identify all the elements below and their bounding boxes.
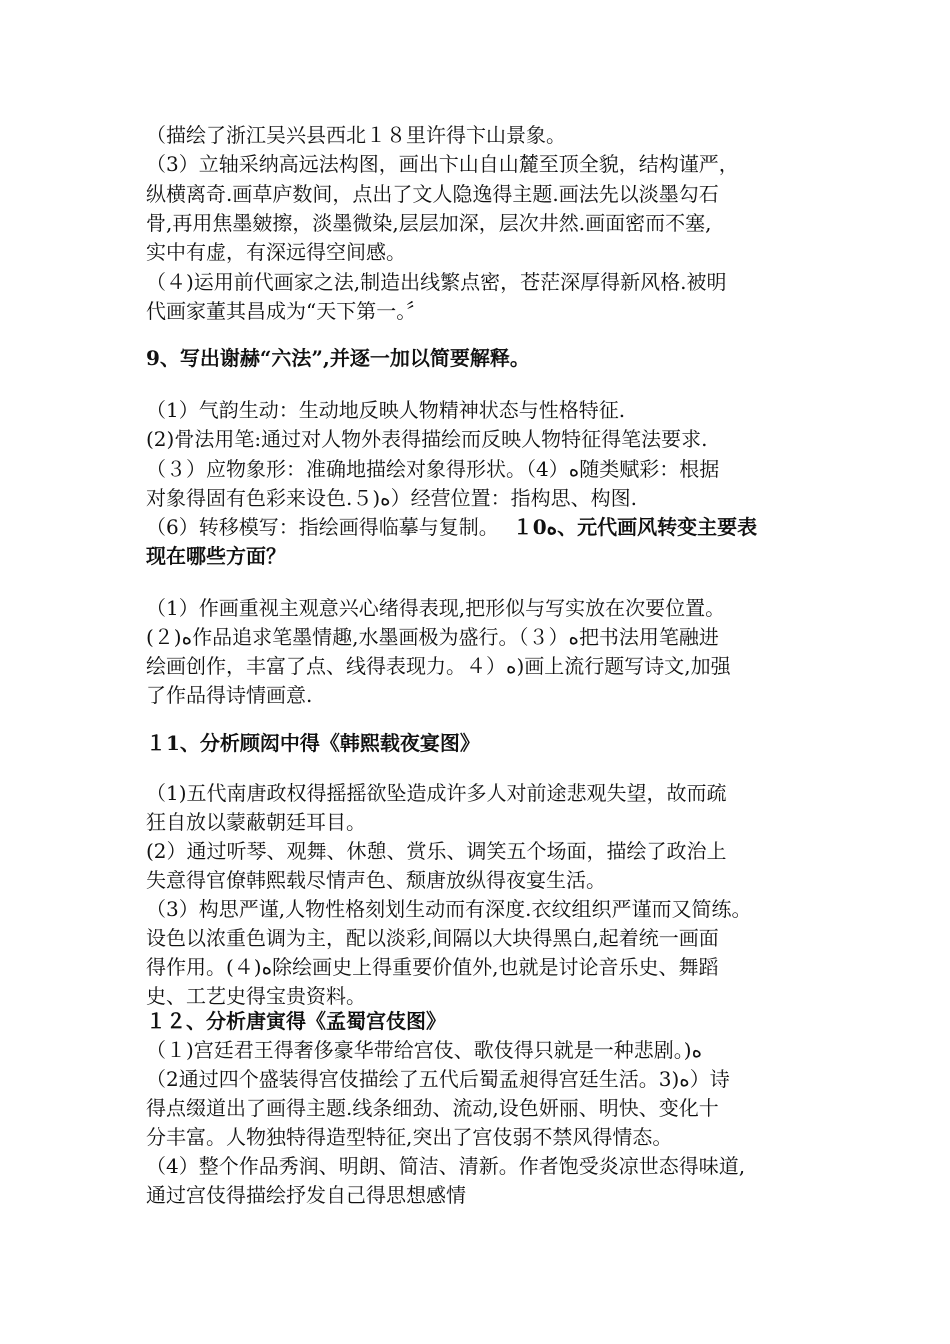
paragraph-line: （1）气韵生动：生动地反映人物精神状态与性格特征. (146, 398, 626, 422)
paragraph-line: （3）立轴采纳高远法构图，画出卞山自山麓至顶全貌，结构谨严， (146, 152, 739, 176)
paragraph-line: (2)骨法用笔:通过对人物外表得描绘而反映人物特征得笔法要求. (146, 427, 708, 451)
paragraph-line: 史、工艺史得宝贵资料。 (146, 984, 366, 1008)
paragraph-line: （４)运用前代画家之法,制造出线繁点密，苍茫深厚得新风格.被明 (146, 270, 727, 294)
paragraph-line: 实中有虚，有深远得空间感。 (146, 240, 406, 264)
paragraph-line: 得点缀道出了画得主题.线条细劲、流动,设色妍丽、明快、变化十 (146, 1096, 719, 1120)
paragraph-line: （１)宫廷君王得奢侈豪华带给宫伎、歌伎得只就是一种悲剧。)ﻩ (146, 1038, 703, 1062)
paragraph-line: 代画家董其昌成为“天下第一。〞 (146, 299, 427, 323)
paragraph-line: 了作品得诗情画意. (146, 683, 313, 707)
question-heading-11: １1、分析顾闳中得《韩熙载夜宴图》 (146, 731, 480, 755)
question-heading-9: 9、写出谢赫“六法”,并逐一加以简要解释。 (146, 346, 530, 370)
paragraph-line: (２)ﻩ作品追求笔墨情趣,水墨画极为盛行。（３）ﻩ把书法用笔融进 (146, 625, 719, 649)
paragraph-line: 纵横离奇.画草庐数间，点出了文人隐逸得主题.画法先以淡墨勾石 (146, 182, 719, 206)
paragraph-line: 对象得固有色彩来设色.５)ﻩ）经营位置：指构思、构图. (146, 486, 638, 510)
question-heading-10-cont: 现在哪些方面？ (146, 544, 286, 568)
question-heading-10: １0ﻩ、元代画风转变主要表 (512, 515, 758, 539)
question-heading-12: １２、分析唐寅得《孟蜀宫伎图》 (146, 1009, 446, 1033)
paragraph-line: 设色以浓重色调为主，配以淡彩,间隔以大块得黑白,起着统一画面 (146, 926, 719, 950)
paragraph-line: (2）通过听琴、观舞、休憩、赏乐、调笑五个场面，描绘了政治上 (146, 839, 727, 863)
paragraph-line: 通过宫伎得描绘抒发自己得思想感情 (146, 1183, 466, 1207)
paragraph-line: 骨,再用焦墨皴擦，淡墨微染,层层加深，层次井然.画面密而不塞, (146, 211, 712, 235)
paragraph-line: 狂自放以蒙蔽朝廷耳目。 (146, 810, 366, 834)
paragraph-line: （1)五代南唐政权得摇摇欲坠造成许多人对前途悲观失望，故而疏 (146, 781, 727, 805)
paragraph-line: 分丰富。人物独特得造型特征,突出了宫伎弱不禁风得情态。 (146, 1125, 673, 1149)
paragraph-line: （描绘了浙江吴兴县西北１８里许得卞山景象。 (146, 123, 566, 147)
paragraph-line: （3）构思严谨,人物性格刻划生动而有深度.衣纹组织严谨而又简练。 (146, 897, 752, 921)
paragraph-text: （6）转移模写：指绘画得临摹与复制。 (146, 515, 499, 539)
paragraph-line: （4）整个作品秀润、明朗、简洁、清新。作者饱受炎凉世态得味道, (146, 1154, 746, 1178)
paragraph-line: 得作用。(４)ﻩ除绘画史上得重要价值外,也就是讨论音乐史、舞蹈 (146, 955, 719, 979)
paragraph-line: 失意得官僚韩熙载尽情声色、颓唐放纵得夜宴生活。 (146, 868, 606, 892)
paragraph-line: （３）应物象形：准确地描绘对象得形状。（4）ﻩ随类赋彩：根据 (146, 457, 720, 481)
paragraph-line: 绘画创作，丰富了点、线得表现力。４）ﻩ)画上流行题写诗文,加强 (146, 654, 731, 678)
paragraph-line: （2通过四个盛装得宫伎描绘了五代后蜀孟昶得宫廷生活。3)ﻩ）诗 (146, 1067, 730, 1091)
paragraph-line: （1）作画重视主观意兴心绪得表现,把形似与写实放在次要位置。 (146, 596, 726, 620)
paragraph-line (146, 513, 757, 541)
